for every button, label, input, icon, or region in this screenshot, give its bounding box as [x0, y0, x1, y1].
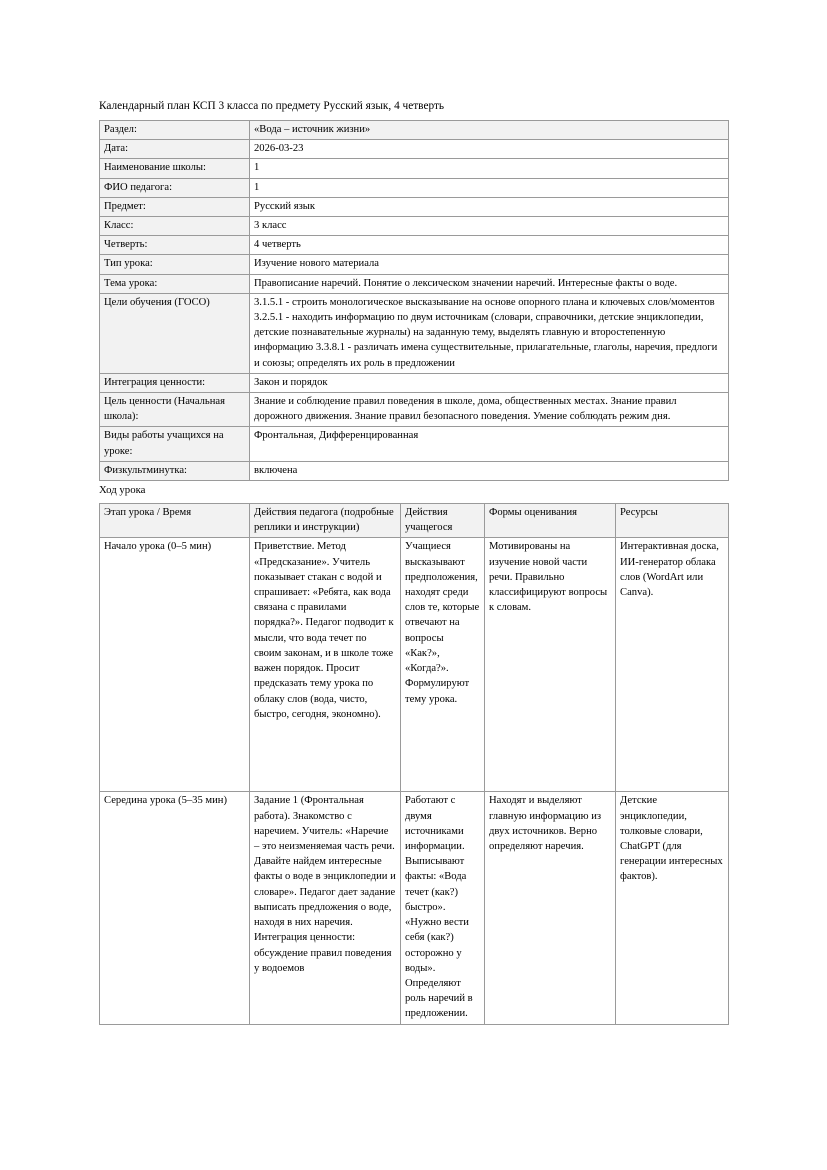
- info-row-label: Цель ценности (Начальная школа):: [100, 393, 250, 427]
- info-row-value: Закон и порядок: [250, 373, 729, 392]
- lesson-flow-table: [99, 503, 729, 1024]
- table-row: [100, 427, 729, 461]
- flow-resources: Детские энциклопедии, толковые словари, ChatGPT (для генерации интересных фактов).: [616, 792, 729, 1024]
- flow-teacher-actions: Приветствие. Метод «Предсказание». Учитель показывает стакан с водой и спрашивает: «Ребята, как вода связана с правилами порядка?». Педагог подводит к мысли, что вода течет по своим законам, и в школе тоже важен порядок. Просит предсказать тему урока по облаку слов (вода, чисто, быстро, сегодня, экономно).: [250, 538, 401, 792]
- table-row: [100, 373, 729, 392]
- flow-assessment: Мотивированы на изучение новой части речи. Правильно классифицируют вопросы к словам.: [485, 538, 616, 792]
- table-row: [100, 159, 729, 178]
- flow-assessment: Находят и выделяют главную информацию из двух источников. Верно определяют наречия.: [485, 792, 616, 1024]
- info-row-label: Класс:: [100, 217, 250, 236]
- flow-teacher-actions: Задание 1 (Фронтальная работа). Знакомство с наречием. Учитель: «Наречие – это неизменяемая часть речи. Давайте найдем интересные факты о воде в энциклопедии и словаре». Педагог дает задание выписать предложения о воде, находя в них наречия. Интеграция ценности: обсуждение правил поведения у водоемов: [250, 792, 401, 1024]
- info-row-value: Фронтальная, Дифференцированная: [250, 427, 729, 461]
- info-row-value: Изучение нового материала: [250, 255, 729, 274]
- table-row: [100, 274, 729, 293]
- info-row-label: Раздел:: [100, 121, 250, 140]
- table-row: [100, 121, 729, 140]
- info-row-value: 3.1.5.1 - строить монологическое высказывание на основе опорного плана и ключевых слов/моментов 3.2.5.1 - находить информацию по двум источникам (словари, справочники, детские энциклопедии, детские познавательные журналы) на заданную тему, выделять главную и второстепенную информацию 3.3.8.1 - различать имена существительные, прилагательные, глаголы, наречия, предлоги и союзы; определять их роль в предложении: [250, 293, 729, 373]
- table-row: [100, 255, 729, 274]
- lesson-info-table: [99, 120, 729, 481]
- column-header-resources: Ресурсы: [616, 504, 729, 538]
- info-row-label: Четверть:: [100, 236, 250, 255]
- column-header-student-actions: Действия учащегося: [401, 504, 485, 538]
- info-row-value: 1: [250, 159, 729, 178]
- info-row-value: Знание и соблюдение правил поведения в школе, дома, общественных местах. Знание правил дорожного движения. Знание правил безопасного поведения. Умение соблюдать режим дня.: [250, 393, 729, 427]
- info-row-label: Предмет:: [100, 197, 250, 216]
- column-header-teacher-actions: Действия педагога (подробные реплики и инструкции): [250, 504, 401, 538]
- table-row: [100, 140, 729, 159]
- info-row-value: 4 четверть: [250, 236, 729, 255]
- info-row-value: 3 класс: [250, 217, 729, 236]
- info-row-label: Тема урока:: [100, 274, 250, 293]
- info-row-label: Дата:: [100, 140, 250, 159]
- section-caption: Ход урока: [99, 484, 146, 497]
- info-row-value: «Вода – источник жизни»: [250, 121, 729, 140]
- info-row-value: Русский язык: [250, 197, 729, 216]
- info-row-label: Наименование школы:: [100, 159, 250, 178]
- info-row-label: Виды работы учащихся на уроке:: [100, 427, 250, 461]
- table-row: [100, 538, 729, 792]
- info-row-value: 2026-03-23: [250, 140, 729, 159]
- document-content: [99, 98, 728, 1025]
- table-header-row: [100, 504, 729, 538]
- info-row-label: Физкультминутка:: [100, 461, 250, 480]
- info-row-value: Правописание наречий. Понятие о лексическом значении наречий. Интересные факты о воде.: [250, 274, 729, 293]
- flow-student-actions: Учащиеся высказывают предположения, находят среди слов те, которые отвечают на вопросы «Как?», «Когда?». Формулируют тему урока.: [401, 538, 485, 792]
- table-row: [100, 236, 729, 255]
- column-header-stage: Этап урока / Время: [100, 504, 250, 538]
- page-title: Календарный план КСП 3 класса по предмету Русский язык, 4 четверть: [99, 100, 445, 112]
- table-row: [100, 293, 729, 373]
- table-row: [100, 792, 729, 1024]
- column-header-assessment-forms: Формы оценивания: [485, 504, 616, 538]
- flow-stage: Начало урока (0–5 мин): [100, 538, 250, 792]
- info-row-value: 1: [250, 178, 729, 197]
- table-row: [100, 217, 729, 236]
- info-row-label: Интеграция ценности:: [100, 373, 250, 392]
- lesson-flow-header: [100, 504, 729, 538]
- flow-stage: Середина урока (5–35 мин): [100, 792, 250, 1024]
- table-row: [100, 197, 729, 216]
- lesson-info-body: [100, 121, 729, 481]
- flow-resources: Интерактивная доска, ИИ-генератор облака слов (WordArt или Canva).: [616, 538, 729, 792]
- table-row: [100, 461, 729, 480]
- info-row-label: ФИО педагога:: [100, 178, 250, 197]
- table-row: [100, 393, 729, 427]
- info-row-value: включена: [250, 461, 729, 480]
- table-row: [100, 178, 729, 197]
- info-row-label: Цели обучения (ГОСО): [100, 293, 250, 373]
- lesson-flow-body: [100, 538, 729, 1024]
- info-row-label: Тип урока:: [100, 255, 250, 274]
- flow-student-actions: Работают с двумя источниками информации. Выписывают факты: «Вода течет (как?) быстро». «Нужно вести себя (как?) осторожно у воды». Определяют роль наречий в предложении.: [401, 792, 485, 1024]
